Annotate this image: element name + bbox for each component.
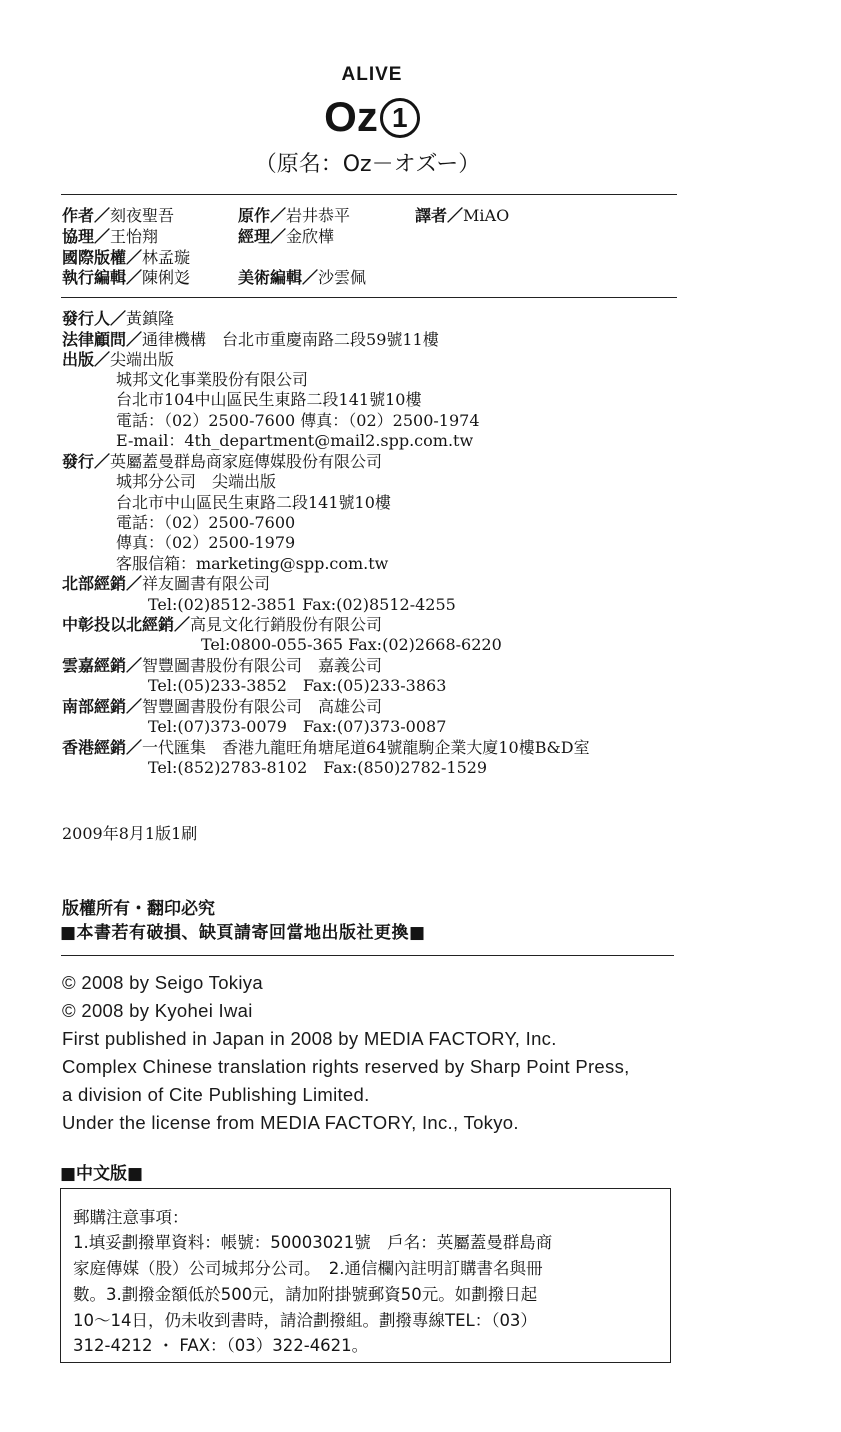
credit-translator — [415, 206, 509, 226]
row-label: 南部經銷／ — [62, 697, 143, 716]
row-label: 發行人／ — [62, 309, 127, 328]
mail-order-line: 1.填妥劃撥單資料：帳號：50003021號 戶名：英屬蓋曼群島商 — [73, 1233, 553, 1252]
credit-label: 國際版權／ — [62, 248, 143, 267]
distribute-line: 城邦分公司 尖端出版 — [116, 472, 277, 491]
yunjia-distributor — [62, 656, 382, 676]
credit-value: 王怡翔 — [110, 227, 159, 246]
publish-line: 台北市104中山區民生東路二段141號10樓 — [116, 390, 422, 409]
issuer-row — [62, 309, 174, 329]
original-title: （原名：Oz－オズー） — [254, 152, 481, 177]
row-label: 香港經銷／ — [62, 738, 143, 757]
north-distributor — [62, 574, 270, 594]
publication-line: First published in Japan in 2008 by MEDIA FACTORY, Inc. — [62, 1028, 557, 1049]
credit-label: 原作／ — [238, 206, 287, 225]
row-value: 通律機構 台北市重慶南路二段59號11樓 — [142, 330, 439, 349]
distribute-line: 台北市中山區民生東路二段141號10樓 — [116, 493, 391, 512]
row-value: 英屬蓋曼群島商家庭傳媒股份有限公司 — [110, 452, 383, 471]
edition-date: 2009年8月1版1刷 — [62, 824, 198, 843]
credit-label: 作者／ — [62, 206, 111, 225]
legal-row — [62, 330, 439, 350]
row-value: 智豐圖書股份有限公司 嘉義公司 — [142, 656, 383, 675]
mail-order-box — [60, 1188, 671, 1363]
mail-order-line: 數。3.劃撥金額低於500元，請加附掛號郵資50元。如劃撥日起 — [73, 1285, 538, 1304]
mail-order-line: 10～14日，仍未收到書時，請洽劃撥組。劃撥專線TEL：（03） — [73, 1311, 537, 1330]
credit-value: 岩井恭平 — [286, 206, 351, 225]
copyright-line: © 2008 by Seigo Tokiya — [62, 972, 263, 993]
row-label: 法律顧問／ — [62, 330, 143, 349]
mail-order-line: 家庭傳媒（股）公司城邦分公司。 2.通信欄內註明訂購書名與冊 — [73, 1259, 543, 1278]
credit-manager — [238, 227, 334, 247]
row-label: 北部經銷／ — [62, 574, 143, 593]
divider-top — [61, 194, 677, 195]
row-value: 尖端出版 — [110, 350, 175, 369]
distribute-line: 客服信箱：marketing@spp.com.tw — [116, 554, 389, 573]
contact-line: Tel:(852)2783-8102 Fax:(850)2782-1529 — [148, 758, 488, 777]
credit-value: 沙雲佩 — [318, 268, 367, 287]
divider-notices — [61, 955, 674, 956]
copyright-line: © 2008 by Kyohei Iwai — [62, 1000, 253, 1021]
chinese-edition-label: ■中文版■ — [60, 1164, 144, 1184]
row-label: 發行／ — [62, 452, 111, 471]
contact-line: Tel:(05)233-3852 Fax:(05)233-3863 — [148, 676, 447, 695]
credit-label: 經理／ — [238, 227, 287, 246]
publication-line: Under the license from MEDIA FACTORY, Inc., Tokyo. — [62, 1112, 519, 1133]
row-value: 黃鎮隆 — [126, 309, 175, 328]
row-value: 高見文化行銷股份有限公司 — [190, 615, 383, 634]
title-text: Oz — [324, 93, 378, 140]
copyright-notice: 版權所有・翻印必究 — [62, 899, 215, 919]
divider-credits — [61, 297, 677, 298]
contact-line: Tel:(07)373-0079 Fax:(07)373-0087 — [148, 717, 447, 736]
mail-order-line: 312-4212 ・ FAX：（03）322-4621。 — [73, 1336, 369, 1355]
distribute-line: 電話：（02）2500-7600 — [116, 513, 296, 532]
credit-label: 美術編輯／ — [238, 268, 319, 287]
row-value: 智豐圖書股份有限公司 高雄公司 — [142, 697, 383, 716]
publish-row — [62, 350, 174, 370]
credit-label: 執行編輯／ — [62, 268, 143, 287]
credit-assistant — [62, 227, 158, 247]
book-title — [0, 92, 744, 142]
contact-line: Tel:(02)8512-3851 Fax:(02)8512-4255 — [148, 595, 456, 614]
credit-label: 譯者／ — [415, 206, 464, 225]
credit-rights — [62, 248, 190, 268]
publish-email: E-mail：4th_department@mail2.spp.com.tw — [116, 431, 474, 450]
defect-notice: ■本書若有破損、缺頁請寄回當地出版社更換■ — [60, 923, 426, 943]
credit-editor — [62, 268, 190, 288]
credit-value: 陳俐彣 — [142, 268, 191, 287]
publish-line: 城邦文化事業股份有限公司 — [116, 370, 309, 389]
credit-value: 林孟璇 — [142, 248, 191, 267]
row-label: 出版／ — [62, 350, 111, 369]
credit-label: 協理／ — [62, 227, 111, 246]
row-value: 祥友圖書有限公司 — [142, 574, 271, 593]
credit-author — [62, 206, 174, 226]
south-distributor — [62, 697, 382, 717]
credit-value: MiAO — [463, 206, 510, 225]
series-name: ALIVE — [341, 64, 403, 85]
central-distributor — [62, 615, 382, 635]
row-label: 雲嘉經銷／ — [62, 656, 143, 675]
distribute-line: 傳真：（02）2500-1979 — [116, 533, 296, 552]
publish-line: 電話：（02）2500-7600 傳真：（02）2500-1974 — [116, 411, 480, 430]
credit-art-editor — [238, 268, 366, 288]
credit-value: 刻夜聖吾 — [110, 206, 175, 225]
publication-line: a division of Cite Publishing Limited. — [62, 1084, 370, 1105]
distribute-row — [62, 452, 382, 472]
row-value: 一代匯集 香港九龍旺角塘尾道64號龍駒企業大廈10樓B&D室 — [142, 738, 590, 757]
volume-badge: 1 — [380, 98, 420, 138]
mail-order-title: 郵購注意事項： — [73, 1208, 189, 1227]
publication-line: Complex Chinese translation rights reserved by Sharp Point Press, — [62, 1056, 630, 1077]
credit-original — [238, 206, 350, 226]
row-label: 中彰投以北經銷／ — [62, 615, 191, 634]
hongkong-distributor — [62, 738, 590, 758]
credit-value: 金欣樺 — [286, 227, 335, 246]
contact-line: Tel:0800-055-365 Fax:(02)2668-6220 — [201, 635, 502, 654]
